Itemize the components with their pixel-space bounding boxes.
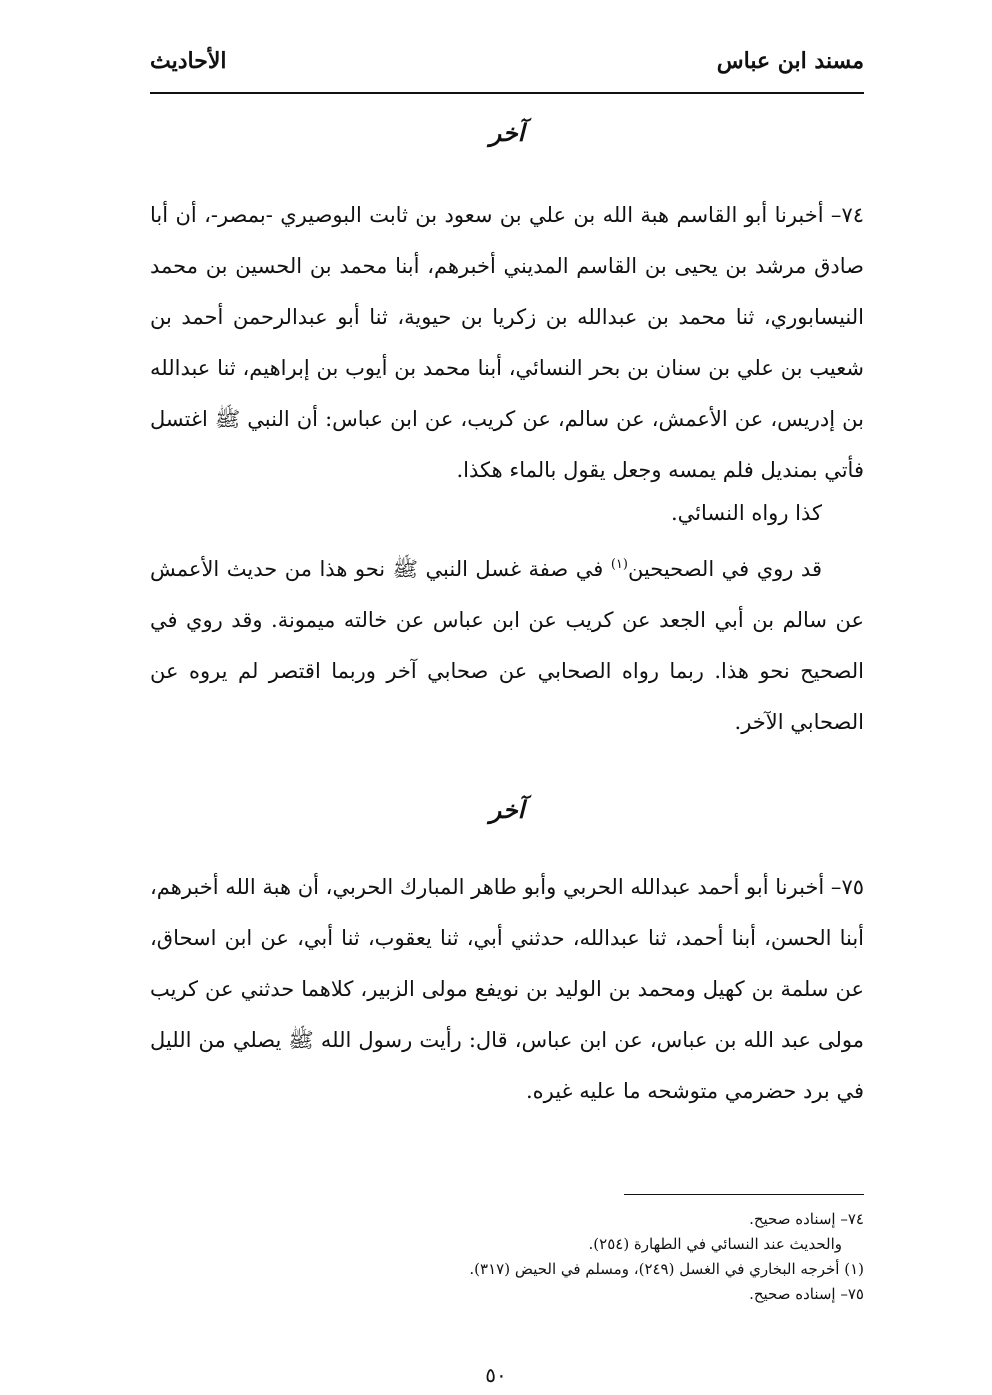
note-sahihain-text-before: قد روي في الصحيحين bbox=[627, 557, 822, 581]
hadith-75: ٧٥– أخبرنا أبو أحمد عبدالله الحربي وأبو طاهر المبارك الحربي، أن هبة الله أخبرهم، أبنا الحسن، أبنا أحمد، ثنا عبدالله، حدثني أبي، ثنا يعقوب، ثنا أبي، عن ابن اسحاق، عن سلمة بن كهيل ومحمد بن الوليد بن نويفع مولى الزبير، كلاهما حدثني عن كريب مولى عبد الله بن عباس، عن ابن عباس، قال: رأيت رسول الله ﷺ يصلي من الليل في برد حضرمي متوشحه ما عليه غيره. bbox=[150, 875, 864, 1103]
footnote-74-nasai: والحديث عند النسائي في الطهارة (٢٥٤). bbox=[588, 1235, 842, 1253]
footnote-ref-1[interactable]: (١) bbox=[610, 557, 628, 572]
hadith-74: ٧٤– أخبرنا أبو القاسم هبة الله بن علي بن سعود بن ثابت البوصيري -بمصر-، أن أبا صادق مرشد بن يحيى بن القاسم المديني أخبرهم، أبنا محمد بن الحسين بن محمد النيسابوري، ثنا محمد بن عبدالله بن زكريا بن حيوية، ثنا أبو عبدالرحمن أحمد بن شعيب بن علي بن سنان بن بحر النسائي، أبنا محمد بن أيوب بن إبراهيم، ثنا عبدالله بن إدريس، عن الأعمش، عن سالم، عن كريب، عن ابن عباس: أن النبي ﷺ اغتسل فأتي بمنديل فلم يمسه وجعل يقول بالماء هكذا. bbox=[150, 203, 864, 482]
header-divider bbox=[150, 92, 864, 94]
footnote-74-isnad: ٧٤– إسناده صحيح. bbox=[749, 1210, 864, 1228]
footnotes bbox=[150, 1207, 864, 1307]
note-sahihain-text-after: في صفة غسل النبي ﷺ نحو هذا من حديث الأعمش عن سالم بن أبي الجعد عن كريب عن ابن عباس عن خالته ميمونة. وقد روي في الصحيح نحو هذا. ربما رواه الصحابي عن صحابي آخر وربما اقتصر لم يروه عن الصحابي الآخر. bbox=[150, 557, 864, 734]
footnote-divider bbox=[624, 1194, 864, 1195]
header-book-title: مسند ابن عباس bbox=[716, 48, 864, 74]
footnote-1-bukhari-muslim: (١) أخرجه البخاري في الغسل (٢٤٩)، ومسلم في الحيض (٣١٧). bbox=[469, 1260, 864, 1278]
section-title-2: آخر bbox=[489, 795, 525, 824]
footnote-75-isnad: ٧٥– إسناده صحيح. bbox=[749, 1285, 864, 1303]
header-section-title: الأحاديث bbox=[150, 48, 227, 74]
note-nasai: كذا رواه النسائي. bbox=[670, 501, 822, 525]
note-sahihain bbox=[150, 539, 864, 748]
page-number: ٥٠ bbox=[485, 1363, 507, 1387]
section-title-1: آخر bbox=[489, 118, 525, 147]
running-header bbox=[150, 48, 864, 88]
